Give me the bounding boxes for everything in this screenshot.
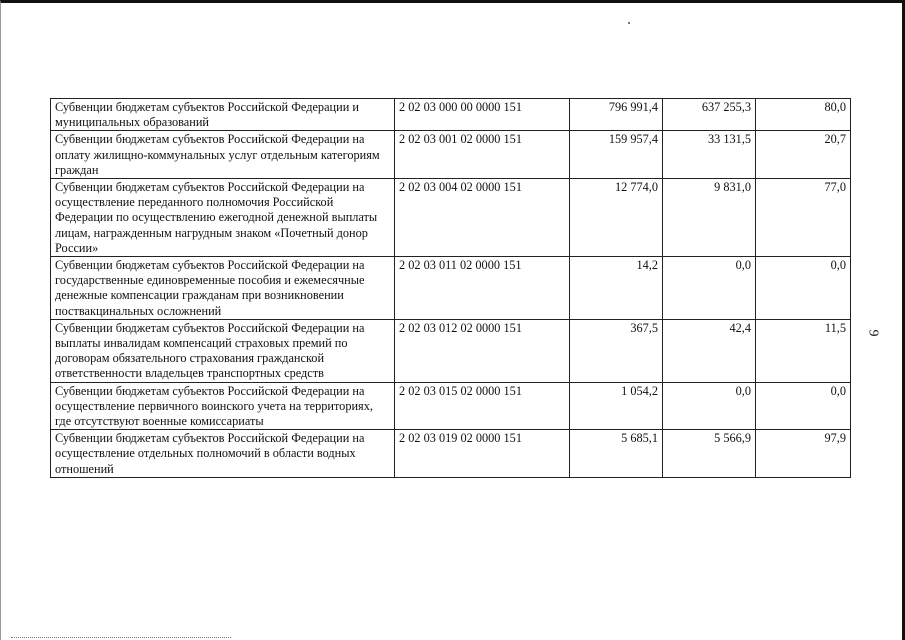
row-name: Субвенции бюджетам субъектов Российской Федерации на выплаты инвалидам компенсаций страховых премий по договорам обязательного страхования гражданской ответственности владельцев транспортных средств [51, 319, 395, 382]
table-row [51, 131, 851, 179]
row-code: 2 02 03 015 02 0000 151 [395, 382, 570, 430]
table-row [51, 179, 851, 257]
row-plan: 5 685,1 [570, 430, 663, 478]
row-plan: 159 957,4 [570, 131, 663, 179]
row-code: 2 02 03 011 02 0000 151 [395, 257, 570, 320]
row-code: 2 02 03 000 00 0000 151 [395, 99, 570, 131]
row-name: Субвенции бюджетам субъектов Российской Федерации на осуществление первичного воинского учета на территориях, где отсутствуют военные комиссариаты [51, 382, 395, 430]
table-row [51, 99, 851, 131]
row-name: Субвенции бюджетам субъектов Российской Федерации на оплату жилищно-коммунальных услуг отдельным категориям граждан [51, 131, 395, 179]
row-actual: 0,0 [663, 257, 756, 320]
row-code: 2 02 03 001 02 0000 151 [395, 131, 570, 179]
row-percent: 11,5 [756, 319, 851, 382]
table-row [51, 257, 851, 320]
row-percent: 0,0 [756, 257, 851, 320]
row-name: Субвенции бюджетам субъектов Российской Федерации на осуществление отдельных полномочий в области водных отношений [51, 430, 395, 478]
row-percent: 0,0 [756, 382, 851, 430]
scan-speck [628, 22, 630, 24]
row-code: 2 02 03 012 02 0000 151 [395, 319, 570, 382]
row-plan: 12 774,0 [570, 179, 663, 257]
row-actual: 9 831,0 [663, 179, 756, 257]
row-plan: 796 991,4 [570, 99, 663, 131]
table-row [51, 319, 851, 382]
scan-edge-line [11, 637, 231, 638]
row-actual: 637 255,3 [663, 99, 756, 131]
row-plan: 367,5 [570, 319, 663, 382]
row-percent: 80,0 [756, 99, 851, 131]
row-plan: 1 054,2 [570, 382, 663, 430]
row-name: Субвенции бюджетам субъектов Российской Федерации на осуществление переданного полномочия Российской Федерации по осуществлению ежегодной денежной выплаты лицам, награжденным нагрудным знаком «Почетный донор России» [51, 179, 395, 257]
row-name: Субвенции бюджетам субъектов Российской Федерации на государственные единовременные пособия и ежемесячные денежные компенсации гражданам при возникновении поствакцинальных осложнений [51, 257, 395, 320]
page-number: 9 [865, 329, 881, 337]
row-code: 2 02 03 019 02 0000 151 [395, 430, 570, 478]
row-plan: 14,2 [570, 257, 663, 320]
row-actual: 33 131,5 [663, 131, 756, 179]
row-code: 2 02 03 004 02 0000 151 [395, 179, 570, 257]
row-actual: 42,4 [663, 319, 756, 382]
row-actual: 5 566,9 [663, 430, 756, 478]
row-actual: 0,0 [663, 382, 756, 430]
row-percent: 77,0 [756, 179, 851, 257]
subventions-table [50, 98, 851, 478]
table-row [51, 430, 851, 478]
row-percent: 20,7 [756, 131, 851, 179]
table-row [51, 382, 851, 430]
row-name: Субвенции бюджетам субъектов Российской Федерации и муниципальных образований [51, 99, 395, 131]
row-percent: 97,9 [756, 430, 851, 478]
